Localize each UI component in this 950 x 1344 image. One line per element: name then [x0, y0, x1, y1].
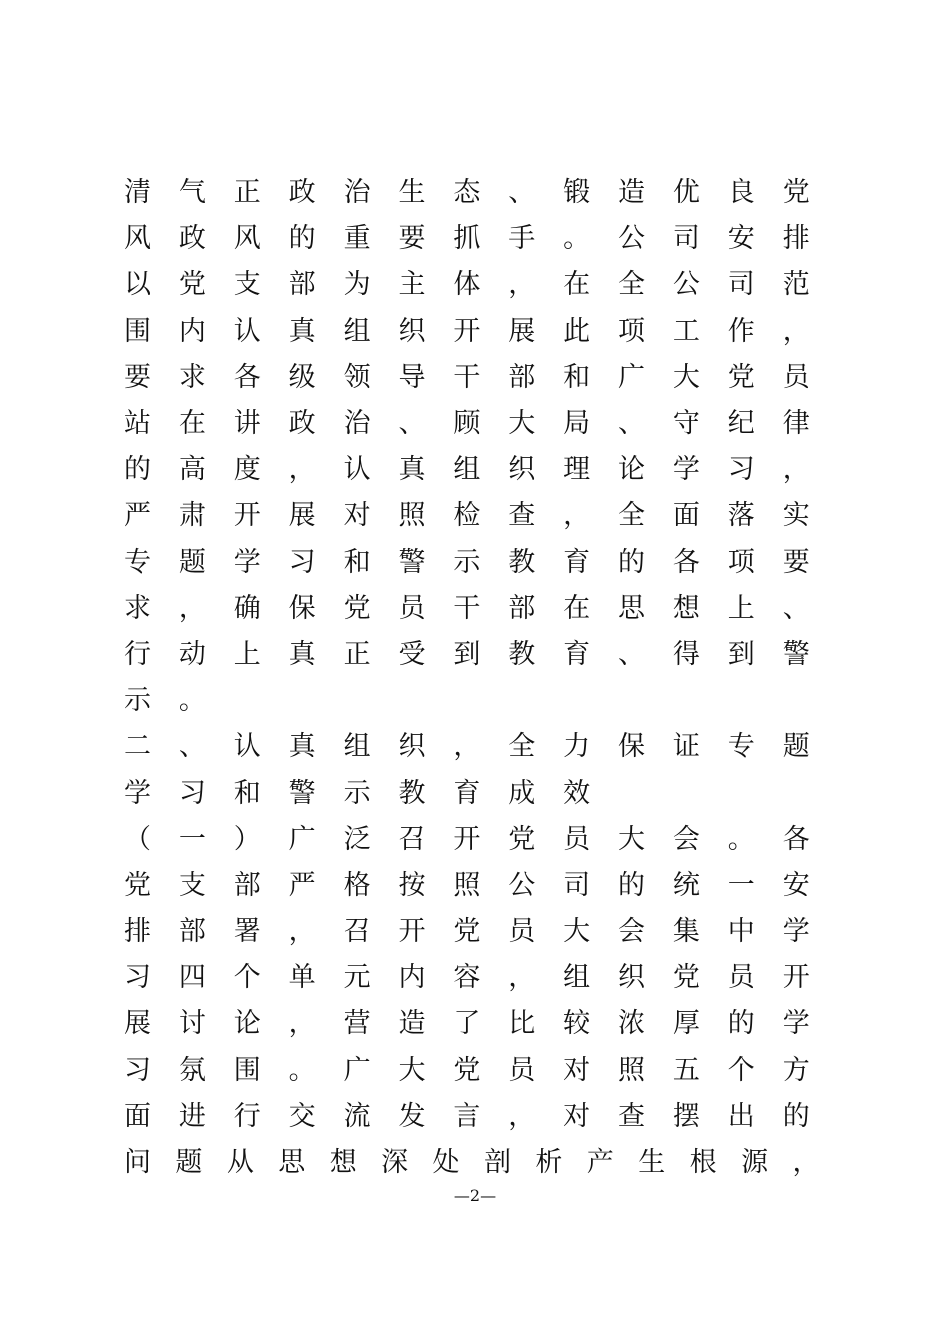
text-char: 的	[288, 223, 316, 255]
text-char: 召	[398, 823, 426, 855]
text-char: 根	[689, 1147, 717, 1179]
text-char: 开	[233, 500, 261, 532]
text-char: ，	[792, 1147, 820, 1179]
text-char: 学	[672, 454, 700, 486]
text-char: 习	[727, 454, 755, 486]
text-char: 各	[672, 546, 700, 578]
body-text	[122, 170, 842, 1186]
text-char: 进	[178, 1100, 206, 1132]
text-char: 会	[672, 823, 700, 855]
text-char: 。	[288, 1054, 316, 1086]
text-char: ，	[508, 269, 536, 301]
text-char: 受	[398, 638, 426, 670]
text-char: 个	[727, 1054, 755, 1086]
text-char: 站	[124, 408, 151, 440]
text-char: 署	[233, 916, 261, 948]
text-char: 全	[508, 731, 536, 763]
text-char: 手	[508, 223, 536, 255]
text-char: 公	[618, 223, 646, 255]
text-char: 守	[672, 408, 700, 440]
text-char: 查	[618, 1100, 646, 1132]
text-char: 言	[453, 1100, 481, 1132]
text-char: 主	[398, 269, 426, 301]
text-char: 一	[727, 869, 755, 901]
text-char: 了	[453, 1008, 481, 1040]
text-char: 流	[343, 1100, 371, 1132]
text-char: 元	[343, 962, 371, 994]
text-char: 展	[508, 315, 536, 347]
text-char: 严	[288, 869, 316, 901]
text-char: 。	[563, 223, 591, 255]
text-char: 全	[618, 500, 646, 532]
text-char: 气	[178, 177, 206, 209]
text-char: 、	[508, 177, 536, 209]
text-char: 大	[618, 823, 646, 855]
text-char: 认	[343, 454, 371, 486]
text-char: 和	[563, 361, 591, 393]
text-char: 思	[618, 592, 646, 624]
text-char: 态	[453, 177, 481, 209]
text-char: 风	[233, 223, 261, 255]
text-char: 高	[178, 454, 206, 486]
text-char: 保	[618, 731, 646, 763]
text-char: 全	[618, 269, 646, 301]
text-char: 上	[233, 638, 261, 670]
text-char: 专	[124, 546, 151, 578]
text-char: 司	[672, 223, 700, 255]
text-char: 得	[672, 638, 700, 670]
text-char: 习	[124, 1054, 151, 1086]
text-char: 的	[124, 454, 151, 486]
text-line	[122, 678, 842, 724]
text-char: 学	[233, 546, 261, 578]
text-char: 党	[453, 916, 481, 948]
text-char: 实	[782, 500, 810, 532]
text-char: 剖	[483, 1147, 511, 1179]
text-char: 源	[741, 1147, 769, 1179]
text-char: 党	[178, 269, 206, 301]
text-char: 党	[727, 361, 755, 393]
text-char: 织	[398, 731, 426, 763]
text-char: 员	[563, 823, 591, 855]
text-char: 广	[288, 823, 316, 855]
text-char: 。	[727, 823, 755, 855]
text-char: 动	[178, 638, 206, 670]
text-char: 开	[453, 315, 481, 347]
text-char: 以	[124, 269, 151, 301]
text-char: 析	[535, 1147, 563, 1179]
text-char: 单	[288, 962, 316, 994]
text-char: 想	[672, 592, 700, 624]
text-char: 开	[453, 823, 481, 855]
text-char: 局	[563, 408, 591, 440]
text-char: 要	[782, 546, 810, 578]
text-char: （	[124, 823, 151, 855]
text-char: 格	[343, 869, 371, 901]
text-char: 泛	[343, 823, 371, 855]
text-char: 摆	[672, 1100, 700, 1132]
text-char: 保	[288, 592, 316, 624]
text-char: 讨	[178, 1008, 206, 1040]
text-line	[122, 909, 842, 955]
text-char: 正	[343, 638, 371, 670]
text-char: 内	[178, 315, 206, 347]
text-char: 开	[782, 962, 810, 994]
text-char: 大	[398, 1054, 426, 1086]
text-char: 员	[508, 1054, 536, 1086]
text-char: 在	[178, 408, 206, 440]
text-char: 干	[453, 361, 481, 393]
text-char: 作	[727, 315, 755, 347]
text-char: 展	[288, 500, 316, 532]
text-char: 司	[727, 269, 755, 301]
text-char: 真	[288, 315, 316, 347]
text-char: 的	[782, 1100, 810, 1132]
text-char: ，	[178, 592, 206, 624]
text-char: 习	[178, 777, 206, 809]
text-char: 求	[124, 592, 151, 624]
text-char: 育	[453, 777, 481, 809]
text-line	[122, 540, 842, 586]
text-char: 造	[618, 177, 646, 209]
text-char: 展	[124, 1008, 151, 1040]
text-char: 的	[727, 1008, 755, 1040]
text-char: 四	[178, 962, 206, 994]
text-char: 氛	[178, 1054, 206, 1086]
text-char: 支	[233, 269, 261, 301]
text-char: ，	[563, 500, 591, 532]
text-char: 育	[563, 546, 591, 578]
text-char: 政	[288, 408, 316, 440]
text-char: 学	[782, 1008, 810, 1040]
text-char: 、	[618, 408, 646, 440]
text-char: 织	[618, 962, 646, 994]
text-char: 证	[672, 731, 700, 763]
text-char: 五	[672, 1054, 700, 1086]
text-char: 良	[727, 177, 755, 209]
text-char: 问	[124, 1147, 151, 1179]
text-char: ，	[288, 916, 316, 948]
text-line	[122, 586, 842, 632]
text-line	[122, 170, 842, 216]
text-char: 力	[563, 731, 591, 763]
text-char: 示	[453, 546, 481, 578]
text-char: 和	[343, 546, 371, 578]
text-char: 厚	[672, 1008, 700, 1040]
text-char: 领	[343, 361, 371, 393]
text-char: ，	[782, 315, 810, 347]
text-line	[122, 355, 842, 401]
text-char: 对	[563, 1054, 591, 1086]
text-line	[122, 817, 842, 863]
text-char: 对	[563, 1100, 591, 1132]
text-char: 党	[124, 869, 151, 901]
text-char: 部	[233, 869, 261, 901]
text-char: 党	[782, 177, 810, 209]
text-char: 正	[233, 177, 261, 209]
text-char: 大	[672, 361, 700, 393]
text-line	[122, 632, 842, 678]
text-char: 要	[398, 223, 426, 255]
text-char: 交	[288, 1100, 316, 1132]
text-char: 生	[638, 1147, 666, 1179]
text-char: 按	[398, 869, 426, 901]
text-char: 顾	[453, 408, 481, 440]
text-char: 开	[398, 916, 426, 948]
text-char: ，	[782, 454, 810, 486]
text-char: 产	[586, 1147, 614, 1179]
text-char: 认	[233, 315, 261, 347]
text-char: 思	[278, 1147, 306, 1179]
text-char: 锻	[563, 177, 591, 209]
text-line	[122, 1140, 842, 1186]
text-char: 。	[178, 685, 206, 717]
text-char: 部	[288, 269, 316, 301]
text-line	[122, 216, 842, 262]
text-char: 度	[233, 454, 261, 486]
text-char: 此	[563, 315, 591, 347]
text-char: 照	[453, 869, 481, 901]
text-char: 求	[178, 361, 206, 393]
text-char: 上	[727, 592, 755, 624]
text-char: 大	[563, 916, 591, 948]
text-char: 排	[782, 223, 810, 255]
text-char: 个	[233, 962, 261, 994]
text-char: 面	[124, 1100, 151, 1132]
text-char: 题	[178, 546, 206, 578]
text-char: 较	[563, 1008, 591, 1040]
text-char: 政	[288, 177, 316, 209]
text-char: 部	[178, 916, 206, 948]
text-line	[122, 724, 842, 770]
text-char: ，	[288, 454, 316, 486]
text-char: 严	[124, 500, 151, 532]
text-char: 为	[343, 269, 371, 301]
text-char: 题	[782, 731, 810, 763]
text-char: 党	[672, 962, 700, 994]
text-char: 员	[727, 962, 755, 994]
text-char: 统	[672, 869, 700, 901]
text-char: 清	[124, 177, 151, 209]
text-char: 方	[782, 1054, 810, 1086]
text-char: 内	[398, 962, 426, 994]
text-line	[122, 493, 842, 539]
text-char: 、	[398, 408, 426, 440]
text-char: 级	[288, 361, 316, 393]
text-char: 织	[508, 454, 536, 486]
text-char: 工	[672, 315, 700, 347]
text-char: 警	[398, 546, 426, 578]
text-char: 广	[618, 361, 646, 393]
text-char: 员	[508, 916, 536, 948]
text-line	[122, 955, 842, 1001]
text-char: 织	[398, 315, 426, 347]
text-char: 和	[233, 777, 261, 809]
text-char: 广	[343, 1054, 371, 1086]
text-char: 照	[398, 500, 426, 532]
text-char: 习	[124, 962, 151, 994]
text-char: 重	[343, 223, 371, 255]
text-char: 想	[329, 1147, 357, 1179]
text-char: 一	[178, 823, 206, 855]
text-char: 党	[508, 823, 536, 855]
text-char: 围	[124, 315, 151, 347]
text-char: 律	[782, 408, 810, 440]
text-char: 照	[618, 1054, 646, 1086]
text-line	[122, 447, 842, 493]
text-char: 真	[398, 454, 426, 486]
text-char: 习	[288, 546, 316, 578]
text-char: 组	[343, 315, 371, 347]
text-char: 、	[782, 592, 810, 624]
text-char: 安	[782, 869, 810, 901]
text-char: 认	[233, 731, 261, 763]
text-char: 安	[727, 223, 755, 255]
text-char: ，	[508, 1100, 536, 1132]
text-char: 题	[175, 1147, 203, 1179]
text-char: 到	[727, 638, 755, 670]
text-char: 公	[672, 269, 700, 301]
text-char: 会	[618, 916, 646, 948]
text-char: 项	[727, 546, 755, 578]
text-char: 在	[563, 592, 591, 624]
text-line	[122, 1094, 842, 1140]
text-char: 造	[398, 1008, 426, 1040]
text-char: ，	[288, 1008, 316, 1040]
text-char: 各	[233, 361, 261, 393]
text-line	[122, 309, 842, 355]
text-char: 成	[508, 777, 536, 809]
text-char: ，	[453, 731, 481, 763]
text-char: 二	[124, 731, 151, 763]
text-char: 比	[508, 1008, 536, 1040]
text-char: 治	[343, 177, 371, 209]
text-char: 学	[782, 916, 810, 948]
text-char: 召	[343, 916, 371, 948]
text-char: 、	[178, 731, 206, 763]
text-char: 党	[453, 1054, 481, 1086]
text-char: 公	[508, 869, 536, 901]
text-char: 、	[618, 638, 646, 670]
text-char: 肃	[178, 500, 206, 532]
text-char: 真	[288, 731, 316, 763]
text-char: 政	[178, 223, 206, 255]
text-char: 员	[398, 592, 426, 624]
text-line	[122, 1001, 842, 1047]
text-char: 示	[343, 777, 371, 809]
text-char: 纪	[727, 408, 755, 440]
text-char: 示	[124, 685, 151, 717]
text-char: 在	[563, 269, 591, 301]
text-char: 要	[124, 361, 151, 393]
text-char: 围	[233, 1054, 261, 1086]
page-number: —2—	[453, 1186, 497, 1205]
text-char: 中	[727, 916, 755, 948]
text-char: 论	[233, 1008, 261, 1040]
text-char: 行	[124, 638, 151, 670]
text-char: 营	[343, 1008, 371, 1040]
text-char: 各	[782, 823, 810, 855]
text-char: 到	[453, 638, 481, 670]
text-char: 讲	[233, 408, 261, 440]
text-char: 风	[124, 223, 151, 255]
text-line	[122, 1048, 842, 1094]
text-char: 员	[782, 361, 810, 393]
text-char: 出	[727, 1100, 755, 1132]
text-char: 组	[563, 962, 591, 994]
text-char: 学	[124, 777, 151, 809]
text-char: 效	[563, 777, 591, 809]
text-char: 大	[508, 408, 536, 440]
text-line	[122, 401, 842, 447]
text-char: 的	[618, 869, 646, 901]
text-char: 体	[453, 269, 481, 301]
text-char: ）	[233, 823, 261, 855]
text-char: 行	[233, 1100, 261, 1132]
text-char: 真	[288, 638, 316, 670]
text-char: 检	[453, 500, 481, 532]
text-char: 组	[453, 454, 481, 486]
text-char: 确	[233, 592, 261, 624]
text-char: 警	[782, 638, 810, 670]
text-char: 党	[343, 592, 371, 624]
text-char: 集	[672, 916, 700, 948]
text-line	[122, 770, 842, 816]
text-char: 教	[508, 546, 536, 578]
text-char: 部	[508, 361, 536, 393]
text-char: 干	[453, 592, 481, 624]
text-char: 组	[343, 731, 371, 763]
text-char: 发	[398, 1100, 426, 1132]
text-char: 育	[563, 638, 591, 670]
text-char: 治	[343, 408, 371, 440]
text-char: 浓	[618, 1008, 646, 1040]
text-char: 优	[672, 177, 700, 209]
text-char: 论	[618, 454, 646, 486]
text-char: 教	[508, 638, 536, 670]
text-char: 范	[782, 269, 810, 301]
text-char: 司	[563, 869, 591, 901]
text-char: 面	[672, 500, 700, 532]
text-char: 项	[618, 315, 646, 347]
text-char: 的	[618, 546, 646, 578]
text-char: 落	[727, 500, 755, 532]
text-line	[122, 863, 842, 909]
text-char: 支	[178, 869, 206, 901]
text-char: 生	[398, 177, 426, 209]
text-char: 专	[727, 731, 755, 763]
text-char: 查	[508, 500, 536, 532]
text-char: 抓	[453, 223, 481, 255]
text-char: 理	[563, 454, 591, 486]
text-char: ，	[508, 962, 536, 994]
text-char: 容	[453, 962, 481, 994]
text-char: 从	[226, 1147, 254, 1179]
text-line	[122, 262, 842, 308]
text-char: 对	[343, 500, 371, 532]
text-char: 警	[288, 777, 316, 809]
text-char: 部	[508, 592, 536, 624]
text-char: 处	[432, 1147, 460, 1179]
text-char: 排	[124, 916, 151, 948]
text-char: 导	[398, 361, 426, 393]
text-char: 教	[398, 777, 426, 809]
text-char: 深	[381, 1147, 409, 1179]
